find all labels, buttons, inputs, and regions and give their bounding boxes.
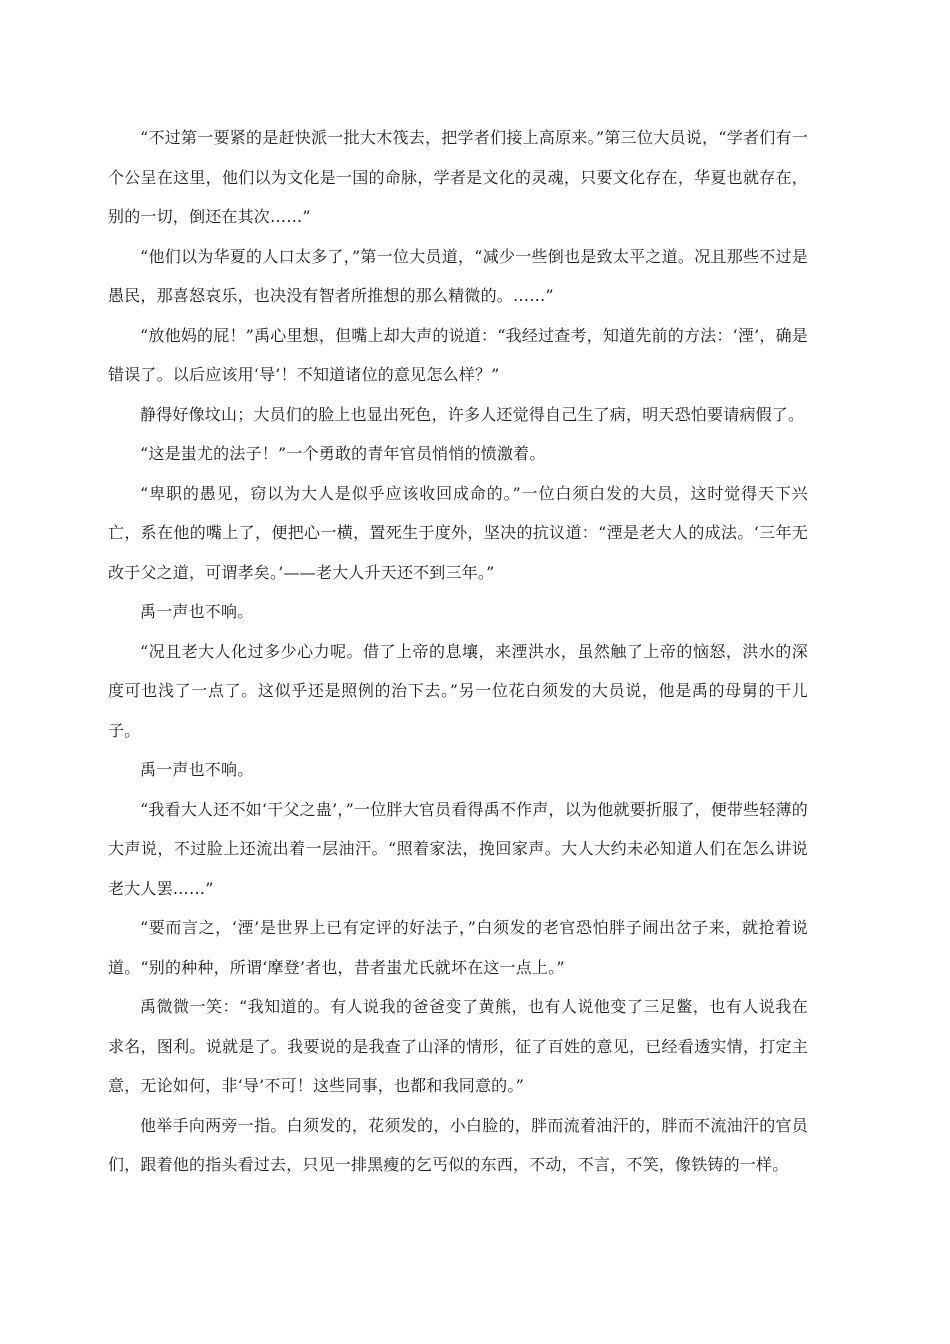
paragraph: 禹一声也不响。	[140, 760, 254, 779]
paragraph: 静得好像坟山；大员们的脸上也显出死色，许多人还觉得自己生了病，明天恐怕要请病假了。	[140, 404, 805, 424]
paragraph: “况且老大人化过多少心力呢。借了上帝的息壤，来湮洪水，虽然触了上帝的恼怒，洪水的深度可也浅了一点了。这似乎还是照例的治下去。”另一位花白须发的大员说，他是禹的母舅的干儿子。	[108, 641, 808, 740]
paragraph: “我看大人还不如‘干父之蛊’，”一位胖大官员看得禹不作声，以为他就要折服了，便带些轻薄的大声说，不过脸上还流出着一层油汗。“照着家法，挽回家声。大人大约未必知道人们在怎么讲说老大人罢……”	[108, 799, 808, 898]
paragraph: 禹微微一笑：“我知道的。有人说我的爸爸变了黄熊，也有人说他变了三足鳖，也有人说我在求名，图利。说就是了。我要说的是我查了山泽的情形，征了百姓的意见，已经看透实情，打定主意，无论如何，非‘导’不可！这些同事，也都和我同意的。”	[108, 997, 808, 1095]
paragraph: “要而言之，‘湮’是世界上已有定评的好法子，”白须发的老官恐怕胖子闹出岔子来，就抢着说道。“别的种种，所谓‘摩登’者也，昔者蚩尤氏就坏在这一点上。”	[108, 918, 808, 977]
paragraph: “卑职的愚见，窃以为大人是似乎应该收回成命的。”一位白须白发的大员，这时觉得天下兴亡，系在他的嘴上了，便把心一横，置死生于度外，坚决的抗议道：“湮是老大人的成法。‘三年无改于父之道，可谓孝矣。’——老大人升天还不到三年。”	[108, 483, 808, 582]
paragraph: “他们以为华夏的人口太多了，”第一位大员道，“减少一些倒也是致太平之道。况且那些不过是愚民，那喜怒哀乐，也决没有智者所推想的那么精微的。……”	[108, 246, 808, 305]
paragraph: “放他妈的屁！”禹心里想，但嘴上却大声的说道：“我经过查考，知道先前的方法：‘湮’，确是错误了。以后应该用‘导’！不知道诸位的意见怎么样？”	[108, 325, 808, 384]
document-body	[108, 118, 808, 1185]
paragraph: “这是蚩尤的法子！”一个勇敢的青年官员悄悄的愤激着。	[140, 444, 546, 463]
paragraph: 他举手向两旁一指。白须发的，花须发的，小白脸的，胖而流着油汗的，胖而不流油汗的官员们，跟着他的指头看过去，只见一排黑瘦的乞丐似的东西，不动，不言，不笑，像铁铸的一样。	[108, 1115, 808, 1174]
paragraph: “不过第一要紧的是赶快派一批大木筏去，把学者们接上高原来。”第三位大员说，“学者们有一个公呈在这里，他们以为文化是一国的命脉，学者是文化的灵魂，只要文化存在，华夏也就存在，别的一切，倒还在其次……”	[108, 128, 808, 226]
paragraph: 禹一声也不响。	[140, 602, 254, 621]
